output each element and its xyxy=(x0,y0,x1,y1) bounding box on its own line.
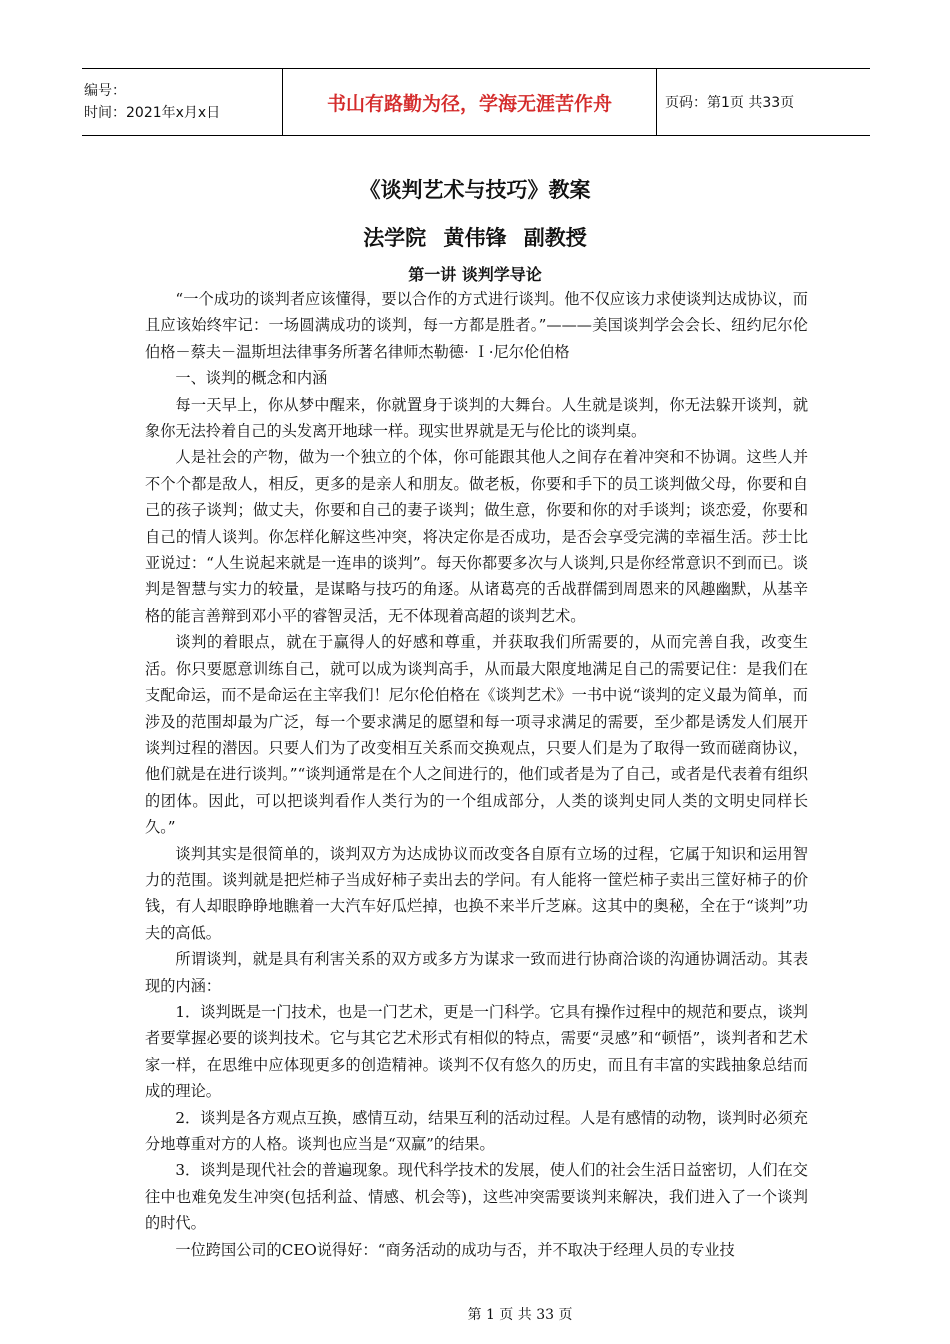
document-body xyxy=(145,286,808,1263)
list-item-paragraph: 3．谈判是现代社会的普遍现象。现代科学技术的发展，使人们的社会生活日益密切，人们在交往中也难免发生冲突(包括利益、情感、机会等)，这些冲突需要谈判来解决，我们进入了一个谈判的时代。 xyxy=(145,1161,808,1233)
section-heading: 一、谈判的概念和内涵 xyxy=(175,369,328,388)
paragraph: 谈判其实是很简单的，谈判双方为达成协议而改变各自原有立场的过程，它属于知识和运用智力的范围。谈判就是把烂柿子当成好柿子卖出去的学问。有人能将一筐烂柿子卖出三筐好柿子的价钱，有人却眼睁睁地瞧着一大汽车好瓜烂掉，也换不来半斤芝麻。这其中的奥秘，全在于“谈判”功夫的高低。 xyxy=(145,844,808,942)
paragraph: 所谓谈判，就是具有利害关系的双方或多方为谋求一致而进行协商洽谈的沟通协调活动。其表现的内涵： xyxy=(145,950,808,995)
header-meta xyxy=(82,69,282,135)
list-item-paragraph: 1．谈判既是一门技术，也是一门艺术，更是一门科学。它具有操作过程中的规范和要点，谈判者要掌握必要的谈判技术。它与其它艺术形式有相似的特点，需要“灵感”和“顿悟”，谈判者和艺术家一样，在思维中应体现更多的创造精神。谈判不仅有悠久的历史，而且有丰富的实践抽象总结而成的理论。 xyxy=(145,1002,808,1101)
header-page-info: 页码：第1页 共33页 xyxy=(665,95,795,111)
document-title: 《谈判艺术与技巧》教案 xyxy=(359,178,591,202)
page-footer xyxy=(0,1304,950,1324)
paragraph: 谈判的着眼点，就在于赢得人的好感和尊重，并获取我们所需要的，从而完善自我，改变生活。你只要愿意训练自己，就可以成为谈判高手，从而最大限度地满足自己的需要记住：是我们在支配命运，而不是命运在主宰我们！尼尔伦伯格在《谈判艺术》一书中说“谈判的定义最为简单，而涉及的范围却最为广泛，每一个要求满足的愿望和每一项寻求满足的需要，至少都是诱发人们展开谈判过程的潜因。只要人们为了改变相互关系而交换观点，只要人们是为了取得一致而磋商协议，他们就是在进行谈判。”“谈判通常是在个人之间进行的，他们或者是为了自己，或者是代表着有组织的团体。因此，可以把谈判看作人类行为的一个组成部分，人类的谈判史同人类的文明史同样长久。” xyxy=(145,633,808,837)
paragraph-quote: “一个成功的谈判者应该懂得，要以合作的方式进行谈判。他不仅应该力求使谈判达成协议，而且应该始终牢记：一场圆满成功的谈判，每一方都是胜者。”———美国谈判学会会长、纽约尼尔伦伯格－蔡夫－温斯坦法律事务所著名律师杰勒德· Ｉ·尼尔伦伯格 xyxy=(145,290,808,361)
page-header xyxy=(82,68,870,136)
document-time-label: 时间：2021年x月x日 xyxy=(84,105,221,121)
document-author: 法学院 黄伟锋 副教授 xyxy=(363,226,587,250)
paragraph: 人是社会的产物，做为一个独立的个体，你可能跟其他人之间存在着冲突和不协调。这些人并不个个都是敌人，相反，更多的是亲人和朋友。做老板，你要和手下的员工谈判做父母，你要和自己的孩子谈判；做丈夫，你要和自己的妻子谈判；做生意，你要和你的对手谈判；谈恋爱，你要和自己的情人谈判。你怎样化解这些冲突，将决定你是否成功，是否会享受完满的幸福生活。莎士比亚说过：“人生说起来就是一连串的谈判”。每天你都要多次与人谈判,只是你经常意识不到而已。谈判是智慧与实力的较量，是谋略与技巧的角逐。从诸葛亮的舌战群儒到周恩来的风趣幽默，从基辛格的能言善辩到邓小平的睿智灵活，无不体现着高超的谈判艺术。 xyxy=(145,448,808,625)
header-motto: 书山有路勤为径，学海无涯苦作舟 xyxy=(282,69,657,135)
lecture-title: 第一讲 谈判学导论 xyxy=(408,265,542,284)
footer-page-number: 第 1 页 共 33 页 xyxy=(467,1307,573,1323)
list-item-paragraph: 2．谈判是各方观点互换，感情互动，结果互利的活动过程。人是有感情的动物，谈判时必须充分地尊重对方的人格。谈判也应当是“双赢”的结果。 xyxy=(145,1108,808,1153)
paragraph: 一位跨国公司的CEO说得好：“商务活动的成功与否，并不取决于经理人员的专业技 xyxy=(175,1240,735,1259)
document-number-label: 编号： xyxy=(84,83,126,99)
paragraph: 每一天早上，你从梦中醒来，你就置身于谈判的大舞台。人生就是谈判，你无法躲开谈判，就象你无法拎着自己的头发离开地球一样。现实世界就是无与伦比的谈判桌。 xyxy=(145,395,808,441)
